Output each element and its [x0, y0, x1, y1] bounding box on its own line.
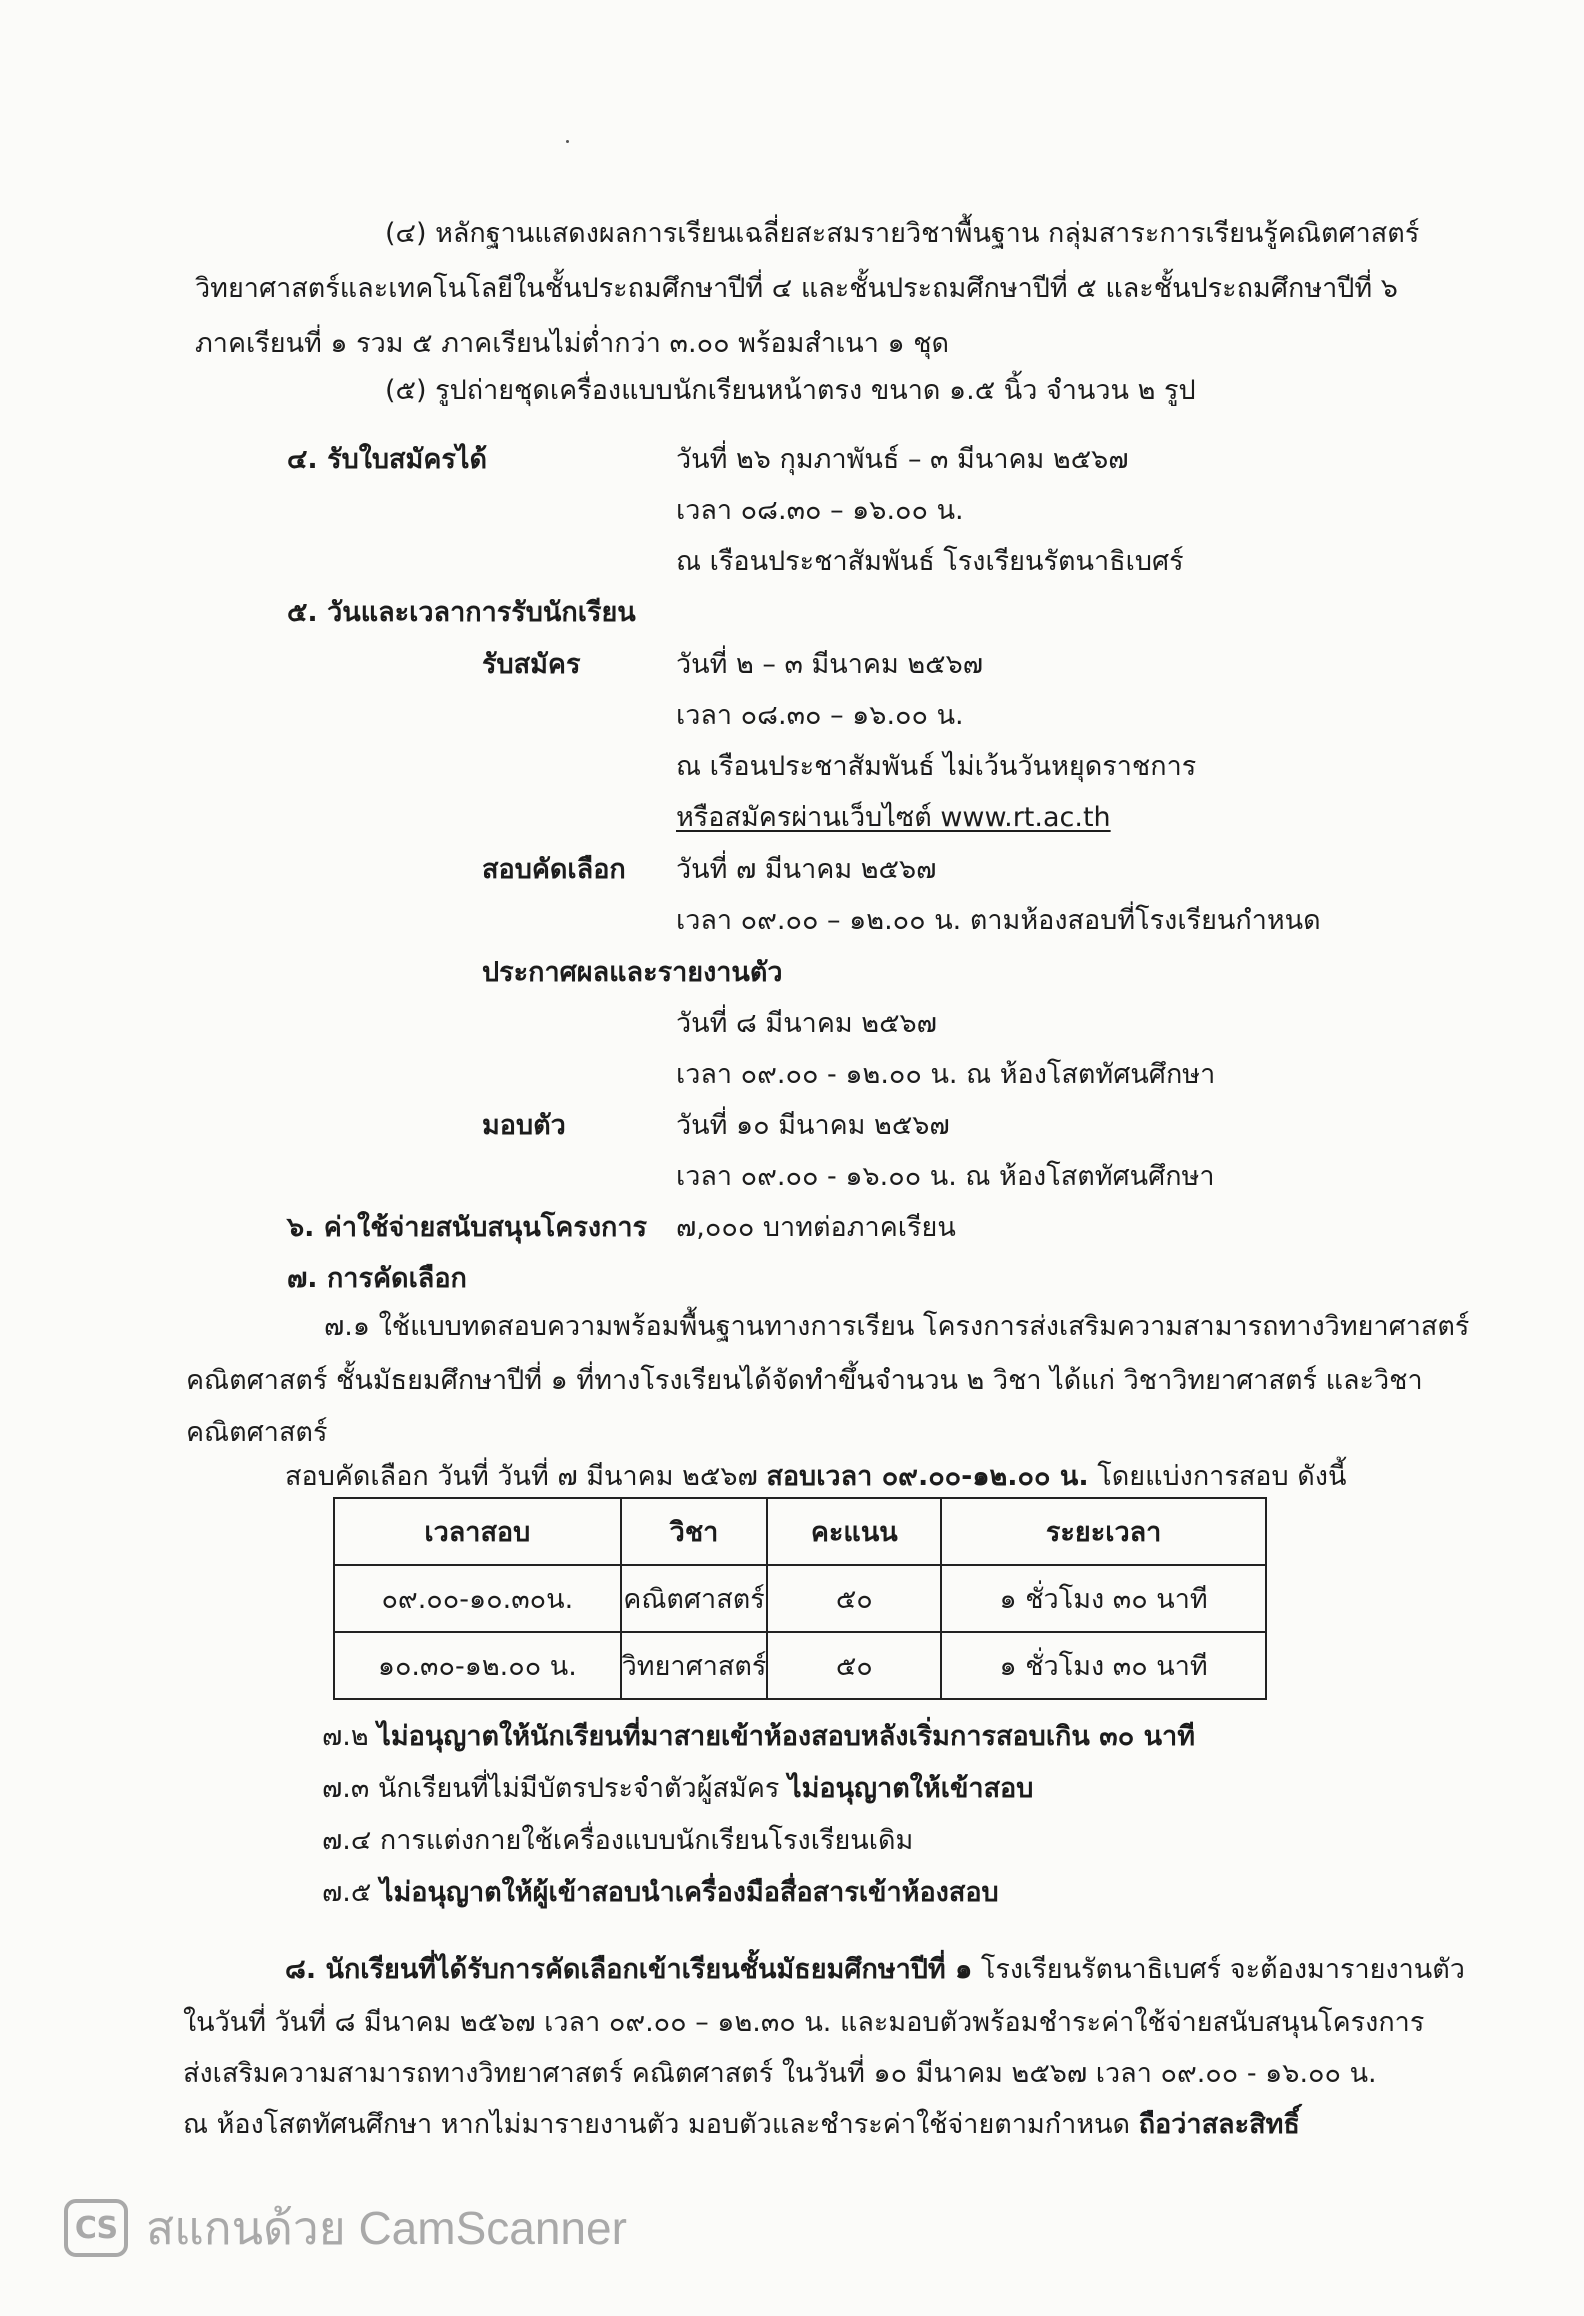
section-7-2-text: ไม่อนุญาตให้นักเรียนที่มาสายเข้าห้องสอบหลังเริ่มการสอบเกิน ๓๐ นาที: [377, 1721, 1196, 1752]
section-6-value: ๗,๐๐๐ บาทต่อภาคเรียน: [676, 1212, 956, 1243]
section-7-5: [322, 1876, 999, 1910]
table-cell: ๑๐.๓๐-๑๒.๐๐ น.: [334, 1632, 621, 1699]
apply-label: รับสมัคร: [482, 649, 581, 680]
item-4-line-3: ภาคเรียนที่ ๑ รวม ๕ ภาคเรียนไม่ต่ำกว่า ๓.๐๐ พร้อมสำเนา ๑ ชุด: [195, 328, 950, 359]
camscanner-watermark: [64, 2197, 627, 2259]
section-5-heading: ๕. วันและเวลาการรับนักเรียน: [287, 597, 636, 628]
section-7-2-number: ๗.๒: [322, 1721, 369, 1752]
section-7-3-bold: ไม่อนุญาตให้เข้าสอบ: [787, 1773, 1034, 1804]
speck: [566, 140, 569, 143]
apply-place: ณ เรือนประชาสัมพันธ์ ไม่เว้นวันหยุดราชการ: [676, 751, 1197, 782]
section-4-time: เวลา ๐๘.๓๐ – ๑๖.๐๐ น.: [676, 495, 964, 526]
table-cell: ๑ ชั่วโมง ๓๐ นาที: [941, 1632, 1266, 1699]
exam-time: เวลา ๐๙.๐๐ – ๑๒.๐๐ น. ตามห้องสอบที่โรงเรียนกำหนด: [676, 905, 1321, 936]
report-time: เวลา ๐๙.๐๐ - ๑๖.๐๐ น. ณ ห้องโสตทัศนศึกษา: [676, 1161, 1215, 1192]
section-7-5-text: ไม่อนุญาตให้ผู้เข้าสอบนำเครื่องมือสื่อสารเข้าห้องสอบ: [379, 1877, 999, 1908]
section-7-heading: ๗. การคัดเลือก: [287, 1263, 467, 1294]
table-header-cell: วิชา: [621, 1498, 768, 1565]
table-header-cell: ระยะเวลา: [941, 1498, 1266, 1565]
section-8-line-4-text: ณ ห้องโสตทัศนศึกษา หากไม่มารายงานตัว มอบตัวและชำระค่าใช้จ่ายตามกำหนด: [183, 2109, 1131, 2140]
section-6-heading: ๖. ค่าใช้จ่ายสนับสนุนโครงการ: [287, 1212, 648, 1243]
section-7-1-line-2: คณิตศาสตร์ ชั้นมัธยมศึกษาปีที่ ๑ ที่ทางโรงเรียนได้จัดทำขึ้นจำนวน ๒ วิชา ได้แก่ วิชาวิทยาศาสตร์ และวิชา: [186, 1365, 1423, 1396]
section-8-heading: ๘. นักเรียนที่ได้รับการคัดเลือกเข้าเรียนชั้นมัธยมศึกษาปีที่ ๑: [285, 1954, 973, 1985]
table-cell: ๑ ชั่วโมง ๓๐ นาที: [941, 1565, 1266, 1632]
section-7-3: [322, 1772, 1033, 1806]
exam-intro-note: โดยแบ่งการสอบ ดังนี้: [1097, 1461, 1347, 1492]
item-4-line-1: (๔) หลักฐานแสดงผลการเรียนเฉลี่ยสะสมรายวิชาพื้นฐาน กลุ่มสาระการเรียนรู้คณิตศาสตร์: [385, 218, 1420, 249]
section-4-heading: ๔. รับใบสมัครได้: [287, 444, 488, 475]
table-header-cell: เวลาสอบ: [334, 1498, 621, 1565]
announce-time: เวลา ๐๙.๐๐ - ๑๒.๐๐ น. ณ ห้องโสตทัศนศึกษา: [676, 1059, 1216, 1090]
table-header-row: [334, 1498, 1266, 1565]
table-row: [334, 1565, 1266, 1632]
section-8-line-2: ในวันที่ วันที่ ๘ มีนาคม ๒๕๖๗ เวลา ๐๙.๐๐ – ๑๒.๓๐ น. และมอบตัวพร้อมชำระค่าใช้จ่ายสนับสนุนโครงการ: [183, 2007, 1425, 2038]
table-cell: วิทยาศาสตร์: [621, 1632, 768, 1699]
table-header-cell: คะแนน: [767, 1498, 941, 1565]
section-7-3-text: นักเรียนที่ไม่มีบัตรประจำตัวผู้สมัคร: [377, 1773, 780, 1804]
item-5: (๕) รูปถ่ายชุดเครื่องแบบนักเรียนหน้าตรง ขนาด ๑.๕ นิ้ว จำนวน ๒ รูป: [385, 375, 1196, 406]
report-label: มอบตัว: [482, 1110, 566, 1141]
exam-date: วันที่ ๗ มีนาคม ๒๕๖๗: [676, 854, 937, 885]
announce-date: วันที่ ๘ มีนาคม ๒๕๖๗: [676, 1008, 937, 1039]
apply-time: เวลา ๐๘.๓๐ – ๑๖.๐๐ น.: [676, 700, 964, 731]
apply-website: หรือสมัครผ่านเว็บไซต์ www.rt.ac.th: [676, 802, 1111, 833]
section-8-line-1: [285, 1953, 1465, 1987]
section-7-1-line-3: คณิตศาสตร์: [186, 1417, 328, 1448]
table-cell: ๕๐: [767, 1565, 941, 1632]
exam-intro-time: สอบเวลา ๐๙.๐๐-๑๒.๐๐ น.: [766, 1461, 1089, 1492]
section-7-2: [322, 1720, 1195, 1754]
section-7-3-number: ๗.๓: [322, 1773, 370, 1804]
exam-intro-date: สอบคัดเลือก วันที่ วันที่ ๗ มีนาคม ๒๕๖๗: [285, 1461, 758, 1492]
section-8-line-3: ส่งเสริมความสามารถทางวิทยาศาสตร์ คณิตศาสตร์ ในวันที่ ๑๐ มีนาคม ๒๕๖๗ เวลา ๐๙.๐๐ - ๑๖.๐๐ น.: [183, 2058, 1377, 2089]
item-4-line-2: วิทยาศาสตร์และเทคโนโลยีในชั้นประถมศึกษาปีที่ ๔ และชั้นประถมศึกษาปีที่ ๕ และชั้นประถมศึกษาปีที่ ๖: [195, 273, 1398, 304]
exam-label: สอบคัดเลือก: [482, 854, 626, 885]
apply-date: วันที่ ๒ – ๓ มีนาคม ๒๕๖๗: [676, 649, 984, 680]
table-row: [334, 1632, 1266, 1699]
exam-intro: [285, 1460, 1346, 1494]
section-4-date: วันที่ ๒๖ กุมภาพันธ์ – ๓ มีนาคม ๒๕๖๗: [676, 444, 1129, 475]
section-7-4: ๗.๔ การแต่งกายใช้เครื่องแบบนักเรียนโรงเรียนเดิม: [322, 1825, 914, 1856]
section-8-line-1-rest: โรงเรียนรัตนาธิเบศร์ จะต้องมารายงานตัว: [980, 1954, 1465, 1985]
exam-schedule-table: [333, 1497, 1267, 1700]
section-8-line-4-bold: ถือว่าสละสิทธิ์: [1138, 2109, 1300, 2140]
table-cell: คณิตศาสตร์: [621, 1565, 768, 1632]
section-8-line-4: [183, 2108, 1300, 2142]
section-7-1-line-1: ๗.๑ ใช้แบบทดสอบความพร้อมพื้นฐานทางการเรียน โครงการส่งเสริมความสามารถทางวิทยาศาสตร์: [324, 1311, 1470, 1342]
report-date: วันที่ ๑๐ มีนาคม ๒๕๖๗: [676, 1110, 950, 1141]
announce-label: ประกาศผลและรายงานตัว: [482, 957, 783, 988]
camscanner-logo: CS: [64, 2199, 128, 2257]
table-cell: ๐๙.๐๐-๑๐.๓๐น.: [334, 1565, 621, 1632]
section-4-place: ณ เรือนประชาสัมพันธ์ โรงเรียนรัตนาธิเบศร์: [676, 546, 1184, 577]
table-cell: ๕๐: [767, 1632, 941, 1699]
section-7-5-number: ๗.๕: [322, 1877, 372, 1908]
camscanner-text: สแกนด้วย CamScanner: [146, 2201, 627, 2254]
